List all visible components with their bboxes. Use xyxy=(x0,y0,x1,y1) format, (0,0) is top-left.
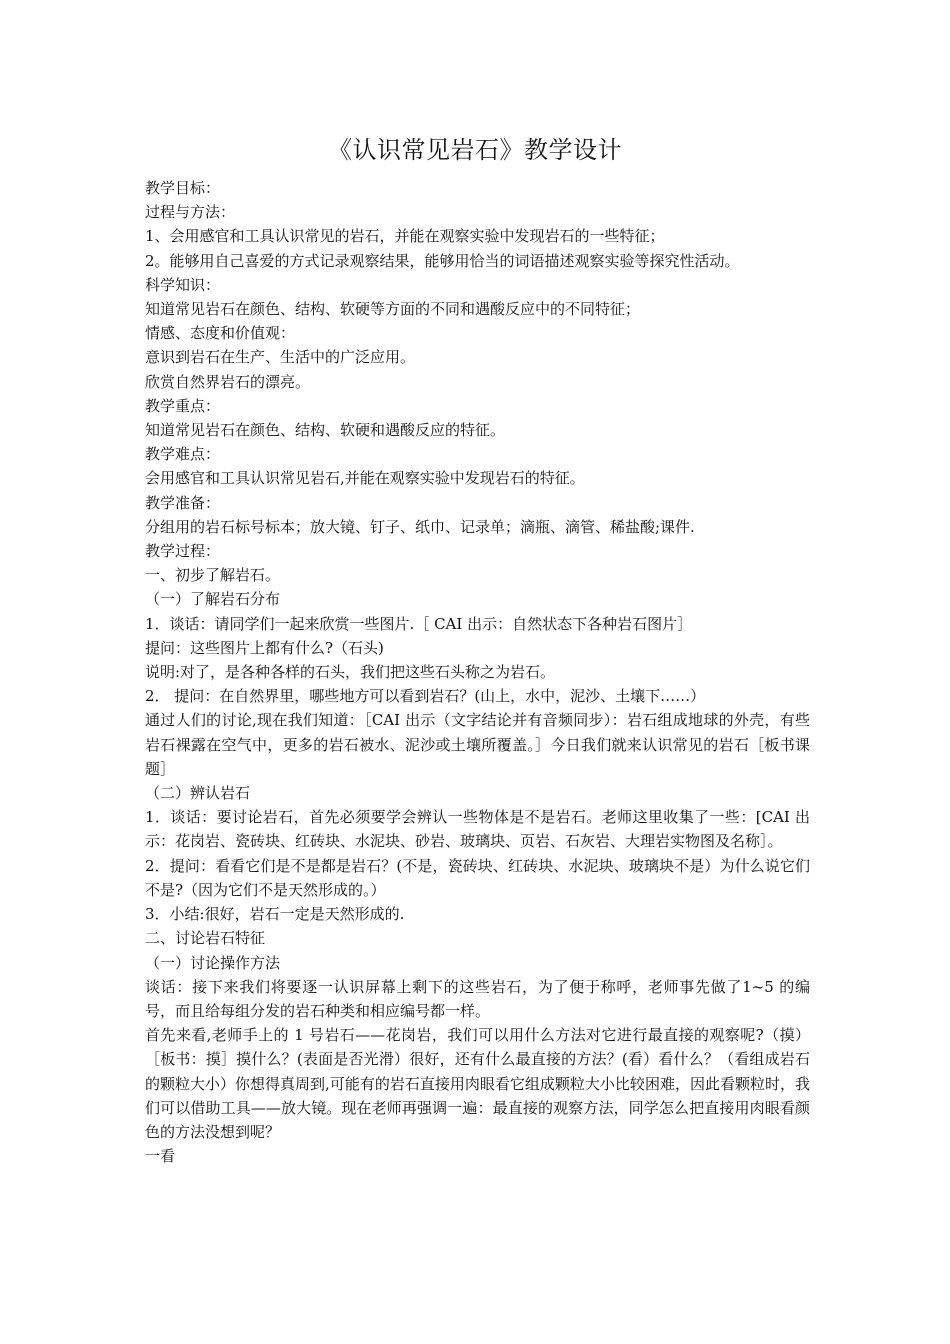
paragraph: 过程与方法： xyxy=(145,203,236,222)
paragraph: 1．谈话：请同学们一起来欣赏一些图片.［ CAI 出示：自然状态下各种岩石图片］ xyxy=(145,614,693,633)
paragraph: 教学难点： xyxy=(145,445,221,464)
paragraph: 2． 提问：在自然界里，哪些地方可以看到岩石？(山上，水中，泥沙、土壤下……） xyxy=(145,687,706,706)
paragraph: （一）了解岩石分布 xyxy=(145,590,281,609)
paragraph: 一看 xyxy=(145,1147,176,1166)
paragraph: 2。能够用自己喜爱的方式记录观察结果，能够用恰当的词语描述观察实验等探究性活动。 xyxy=(145,251,740,270)
paragraph: 1、会用感官和工具认识常见的岩石，并能在观察实验中发现岩石的一些特征； xyxy=(145,227,665,246)
paragraph: 会用感官和工具认识常见岩石,并能在观察实验中发现岩石的特征。 xyxy=(145,469,585,488)
paragraph: 教学过程： xyxy=(145,542,221,561)
document-title: 《认识常见岩石》教学设计 xyxy=(328,136,622,164)
paragraph: 欣赏自然界岩石的漂亮。 xyxy=(145,372,311,391)
paragraph: 2．提问：看看它们是不是都是岩石？(不是，瓷砖块、红砖块、水泥块、玻璃块不是）为什么说它们不是?（因为它们不是天然形成的。） xyxy=(145,856,810,899)
paragraph: 教学重点： xyxy=(145,396,221,415)
paragraph: 谈话：接下来我们将要逐一认识屏幕上剩下的这些岩石，为了便于称呼，老师事先做了1~5 的编号，而且给每组分发的岩石种类和相应编号都一样。 xyxy=(145,977,810,1020)
paragraph: 意识到岩石在生产、生活中的广泛应用。 xyxy=(145,348,416,367)
paragraph: 知道常见岩石在颜色、结构、软硬和遇酸反应的特征。 xyxy=(145,421,506,440)
paragraph: 提问：这些图片上都有什么?（石头) xyxy=(145,638,384,657)
paragraph: 知道常见岩石在颜色、结构、软硬等方面的不同和遇酸反应中的不同特征； xyxy=(145,300,641,319)
paragraph: 情感、态度和价值观： xyxy=(145,324,296,343)
paragraph: （一）讨论操作方法 xyxy=(145,953,281,972)
paragraph: 一、初步了解岩石。 xyxy=(145,566,281,585)
paragraph: 说明:对了，是各种各样的石头，我们把这些石头称之为岩石。 xyxy=(145,663,556,682)
paragraph: 通过人们的讨论,现在我们知道：［CAI 出示（文字结论并有音频同步）：岩石组成地球的外壳，有些岩石裸露在空气中，更多的岩石被水、泥沙或土壤所覆盖。］今日我们就来认识常见的岩石［板书课题］ xyxy=(145,711,810,778)
paragraph: 首先来看,老师手上的 1 号岩石——花岗岩，我们可以用什么方法对它进行最直接的观察呢?（摸）［板书：摸］摸什么？(表面是否光滑）很好，还有什么最直接的方法？(看）看什么？（看组成岩石的颗粒大小）你想得真周到,可能有的岩石直接用肉眼看它组成颗粒大小比较困难，因此看颗粒时，我们可以借助工具——放大镜。现在老师再强调一遍：最直接的观察方法，同学怎么把直接用肉眼看颜色的方法没想到呢？ xyxy=(145,1026,810,1141)
paragraph: 科学知识： xyxy=(145,275,221,294)
paragraph: 教学准备： xyxy=(145,493,221,512)
paragraph: 二、讨论岩石特征 xyxy=(145,929,266,948)
paragraph: 分组用的岩石标号标本；放大镜、钉子、纸巾、记录单；滴瓶、滴管、稀盐酸;课件. xyxy=(145,517,695,536)
paragraph: 1．谈话：要讨论岩石，首先必须要学会辨认一些物体是不是岩石。老师这里收集了一些：[CAI 出示：花岗岩、瓷砖块、红砖块、水泥块、砂岩、玻璃块、页岩、石灰岩、大理岩实物图及名称］。 xyxy=(145,808,810,851)
paragraph: 3．小结:很好，岩石一定是天然形成的. xyxy=(145,905,405,924)
document-body xyxy=(145,176,810,1168)
paragraph: （二）辨认岩石 xyxy=(145,784,251,803)
paragraph: 教学目标： xyxy=(145,179,221,197)
